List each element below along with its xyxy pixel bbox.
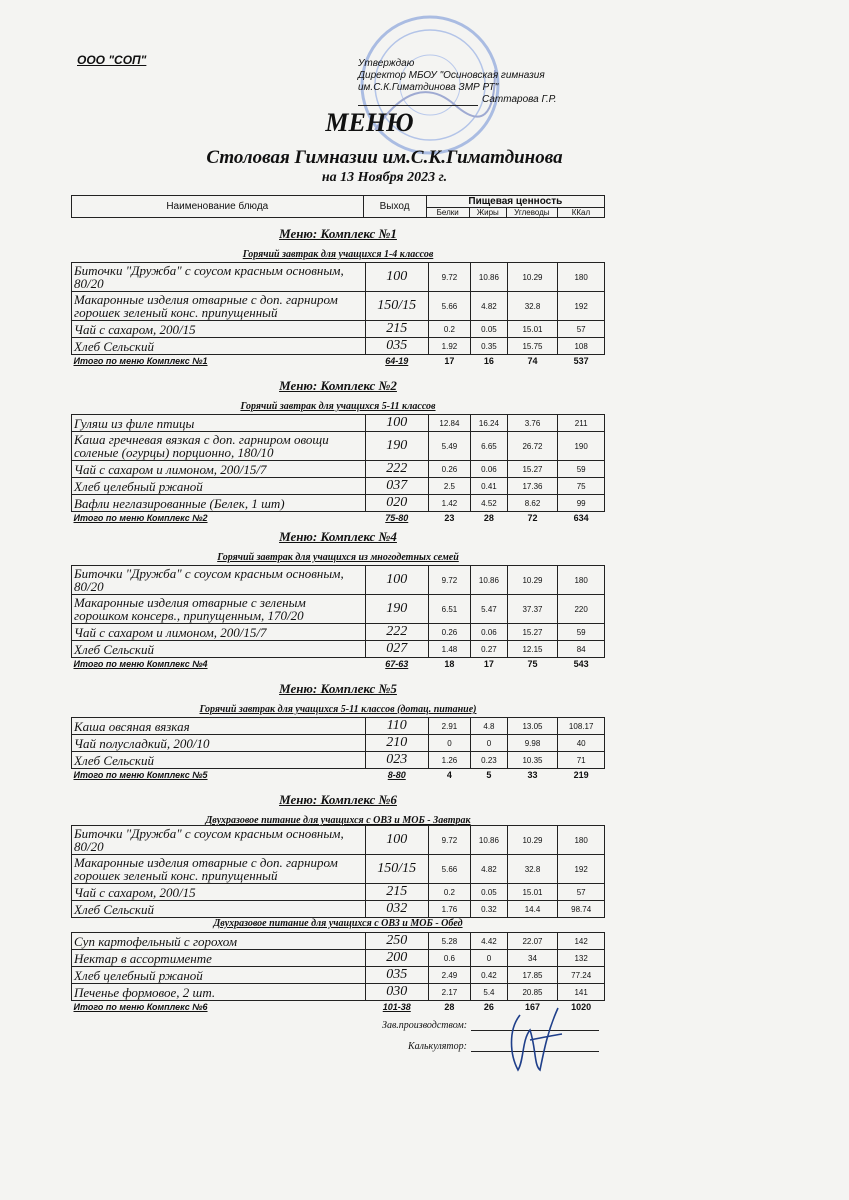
dish-output: 027 [365, 641, 428, 658]
dish-output: 190 [365, 432, 428, 461]
total-row [72, 769, 605, 782]
kcal-value: 59 [558, 624, 605, 641]
table-row [72, 432, 605, 461]
dish-output: 035 [365, 338, 428, 355]
menu-table [71, 565, 605, 670]
table-row [72, 595, 605, 624]
protein-value: 9.72 [428, 826, 471, 855]
carbs-value: 10.29 [507, 826, 558, 855]
header-col: Белки [426, 208, 469, 218]
carbs-value: 12.15 [507, 641, 558, 658]
table-row [72, 321, 605, 338]
dish-output: 210 [365, 735, 428, 752]
fat-value: 0.42 [471, 967, 507, 984]
kcal-value: 141 [558, 984, 605, 1001]
header-nutrition: Пищевая ценность [426, 196, 604, 208]
dish-name: Каша овсяная вязкая [72, 718, 366, 735]
total-name: Итого по меню Комплекс №6 [73, 1002, 208, 1012]
kcal-value: 98.74 [558, 901, 605, 918]
header-output: Выход [363, 196, 426, 218]
total-name: Итого по меню Комплекс №5 [73, 770, 208, 780]
total-name: Итого по меню Комплекс №4 [73, 659, 208, 669]
table-row [72, 901, 605, 918]
total-protein: 23 [444, 513, 455, 523]
protein-value: 0.6 [428, 950, 471, 967]
protein-value: 2.91 [428, 718, 471, 735]
protein-value: 9.72 [428, 263, 471, 292]
kcal-value: 77.24 [558, 967, 605, 984]
protein-value: 5.49 [428, 432, 471, 461]
protein-value: 1.76 [428, 901, 471, 918]
menu-table [71, 414, 605, 524]
protein-value: 5.66 [428, 292, 471, 321]
menu-table [71, 262, 605, 367]
dish-output: 215 [365, 321, 428, 338]
dish-name: Чай с сахаром, 200/15 [72, 884, 366, 901]
dish-name: Чай с сахаром и лимоном, 200/15/7 [72, 624, 366, 641]
kcal-value: 142 [558, 933, 605, 950]
protein-value: 6.51 [428, 595, 471, 624]
total-output: 75-80 [385, 513, 409, 523]
dish-output: 020 [365, 495, 428, 512]
approval-line: им.С.К.Гиматдинова ЗМР РТ" [358, 82, 499, 93]
section-title: Меню: Комплекс №6 [279, 792, 397, 807]
handwritten-signature [500, 1000, 570, 1080]
fat-value: 0.35 [471, 338, 507, 355]
dish-output: 150/15 [365, 855, 428, 884]
protein-value: 9.72 [428, 566, 471, 595]
kcal-value: 190 [558, 432, 605, 461]
protein-value: 0.26 [428, 624, 471, 641]
dish-name: Биточки "Дружба" с соусом красным основным, 80/20 [72, 263, 366, 292]
page-title: МЕНЮ [325, 108, 414, 137]
dish-name: Биточки "Дружба" с соусом красным основным, 80/20 [72, 566, 366, 595]
table-header [71, 195, 605, 218]
menu-date: на 13 Ноября 2023 г. [321, 170, 448, 185]
fat-value: 4.52 [471, 495, 507, 512]
group-subtitle: Двухразовое питание для учащихся с ОВЗ и МОБ - Обед [213, 918, 463, 929]
dish-name: Макаронные изделия отварные с доп. гарниром горошек зеленый конс. припущенный [72, 855, 366, 884]
protein-value: 0 [428, 735, 471, 752]
protein-value: 0.2 [428, 884, 471, 901]
total-protein: 17 [444, 356, 455, 366]
kcal-value: 108.17 [558, 718, 605, 735]
total-output: 64-19 [385, 356, 409, 366]
table-row [72, 855, 605, 884]
kcal-value: 71 [558, 752, 605, 769]
menu-table [71, 717, 605, 781]
carbs-value: 37.37 [507, 595, 558, 624]
kcal-value: 75 [558, 478, 605, 495]
carbs-value: 32.8 [507, 292, 558, 321]
header-col: ККал [557, 208, 604, 218]
section-title: Меню: Комплекс №1 [279, 226, 397, 241]
carbs-value: 20.85 [507, 984, 558, 1001]
kcal-value: 57 [558, 884, 605, 901]
header-col: Углеводы [506, 208, 557, 218]
dish-output: 023 [365, 752, 428, 769]
section-title: Меню: Комплекс №2 [279, 378, 397, 393]
table-row [72, 984, 605, 1001]
production-label: Зав.производством: [382, 1020, 468, 1031]
total-output: 67-63 [385, 659, 409, 669]
protein-value: 1.42 [428, 495, 471, 512]
total-fat: 28 [483, 513, 494, 523]
total-kcal: 1020 [571, 1002, 592, 1012]
total-carbs: 167 [524, 1002, 541, 1012]
fat-value: 0.27 [471, 641, 507, 658]
dish-name: Хлеб Сельский [72, 752, 366, 769]
dish-name: Нектар в ассортименте [72, 950, 366, 967]
fat-value: 0 [471, 735, 507, 752]
fat-value: 0.32 [471, 901, 507, 918]
approval-line: Директор МБОУ "Осиновская гимназия [358, 70, 545, 81]
carbs-value: 14.4 [507, 901, 558, 918]
dish-name: Гуляш из филе птицы [72, 415, 366, 432]
dish-name: Хлеб Сельский [72, 641, 366, 658]
fat-value: 4.8 [471, 718, 507, 735]
dish-output: 100 [365, 826, 428, 855]
carbs-value: 15.75 [507, 338, 558, 355]
fat-value: 10.86 [471, 263, 507, 292]
total-protein: 28 [444, 1002, 455, 1012]
table-row [72, 933, 605, 950]
carbs-value: 15.01 [507, 321, 558, 338]
fat-value: 0.05 [471, 884, 507, 901]
protein-value: 0.26 [428, 461, 471, 478]
fat-value: 4.82 [471, 855, 507, 884]
kcal-value: 220 [558, 595, 605, 624]
kcal-value: 180 [558, 826, 605, 855]
protein-value: 5.66 [428, 855, 471, 884]
total-name: Итого по меню Комплекс №2 [73, 513, 208, 523]
protein-value: 12.84 [428, 415, 471, 432]
table-row [72, 950, 605, 967]
fat-value: 0.06 [471, 624, 507, 641]
protein-value: 1.48 [428, 641, 471, 658]
dish-output: 222 [365, 624, 428, 641]
kcal-value: 59 [558, 461, 605, 478]
total-name: Итого по меню Комплекс №1 [73, 356, 208, 366]
dish-name: Макаронные изделия отварные с доп. гарниром горошек зеленый конс. припущенный [72, 292, 366, 321]
table-row [72, 478, 605, 495]
dish-name: Хлеб целебный ржаной [72, 967, 366, 984]
carbs-value: 3.76 [507, 415, 558, 432]
protein-value: 0.2 [428, 321, 471, 338]
carbs-value: 10.29 [507, 566, 558, 595]
dish-output: 037 [365, 478, 428, 495]
kcal-value: 99 [558, 495, 605, 512]
dish-output: 200 [365, 950, 428, 967]
dish-output: 032 [365, 901, 428, 918]
dish-name: Вафли неглазированные (Белек, 1 шт) [72, 495, 366, 512]
dish-output: 222 [365, 461, 428, 478]
total-carbs: 33 [527, 770, 538, 780]
kcal-value: 180 [558, 263, 605, 292]
protein-value: 1.92 [428, 338, 471, 355]
fat-value: 0.06 [471, 461, 507, 478]
protein-value: 5.28 [428, 933, 471, 950]
header-dish: Наименование блюда [72, 196, 364, 218]
dish-output: 110 [365, 718, 428, 735]
kcal-value: 192 [558, 855, 605, 884]
total-kcal: 537 [573, 356, 589, 366]
carbs-value: 15.01 [507, 884, 558, 901]
header-col: Жиры [469, 208, 506, 218]
group-subtitle: Горячий завтрак для учащихся из многодетных семей [217, 552, 459, 563]
kcal-value: 211 [558, 415, 605, 432]
carbs-value: 32.8 [507, 855, 558, 884]
approval-signature-line [358, 94, 557, 106]
total-output: 8-80 [387, 770, 406, 780]
total-carbs: 72 [527, 513, 538, 523]
dish-output: 035 [365, 967, 428, 984]
carbs-value: 15.27 [507, 624, 558, 641]
protein-value: 2.17 [428, 984, 471, 1001]
dish-name: Каша гречневая вязкая с доп. гарниром овощи соленые (огурцы) порционно, 180/10 [72, 432, 366, 461]
dish-output: 100 [365, 263, 428, 292]
fat-value: 0.41 [471, 478, 507, 495]
carbs-value: 34 [507, 950, 558, 967]
group-subtitle: Горячий завтрак для учащихся 5-11 классов (дотац. питание) [199, 704, 477, 715]
kcal-value: 108 [558, 338, 605, 355]
calculator-label: Калькулятор: [408, 1041, 467, 1052]
carbs-value: 22.07 [507, 933, 558, 950]
carbs-value: 17.36 [507, 478, 558, 495]
total-fat: 16 [483, 356, 494, 366]
kcal-value: 57 [558, 321, 605, 338]
table-row [72, 461, 605, 478]
table-row [72, 263, 605, 292]
table-row [72, 884, 605, 901]
group-subtitle: Горячий завтрак для учащихся 5-11 классов [240, 401, 436, 412]
dish-output: 250 [365, 933, 428, 950]
table-row [72, 566, 605, 595]
fat-value: 0.23 [471, 752, 507, 769]
total-protein: 4 [446, 770, 452, 780]
fat-value: 6.65 [471, 432, 507, 461]
total-kcal: 634 [573, 513, 589, 523]
dish-name: Чай с сахаром, 200/15 [72, 321, 366, 338]
table-row [72, 967, 605, 984]
kcal-value: 132 [558, 950, 605, 967]
fat-value: 0.05 [471, 321, 507, 338]
dish-name: Хлеб целебный ржаной [72, 478, 366, 495]
group-subtitle: Двухразовое питание для учащихся с ОВЗ и МОБ - Завтрак [205, 815, 471, 826]
total-kcal: 219 [573, 770, 589, 780]
protein-value: 2.5 [428, 478, 471, 495]
protein-value: 2.49 [428, 967, 471, 984]
fat-value: 16.24 [471, 415, 507, 432]
fat-value: 5.47 [471, 595, 507, 624]
kcal-value: 192 [558, 292, 605, 321]
canteen-name: Столовая Гимназии им.С.К.Гиматдинова [206, 147, 563, 168]
group-subtitle: Горячий завтрак для учащихся 1-4 классов [242, 249, 434, 260]
total-row [72, 355, 605, 368]
fat-value: 4.42 [471, 933, 507, 950]
kcal-value: 40 [558, 735, 605, 752]
total-row [72, 658, 605, 671]
dish-name: Печенье формовое, 2 шт. [72, 984, 366, 1001]
carbs-value: 15.27 [507, 461, 558, 478]
total-carbs: 75 [527, 659, 538, 669]
total-fat: 26 [483, 1002, 494, 1012]
table-row [72, 718, 605, 735]
section-title: Меню: Комплекс №5 [279, 681, 397, 696]
kcal-value: 180 [558, 566, 605, 595]
kcal-value: 84 [558, 641, 605, 658]
table-row [72, 735, 605, 752]
table-row [72, 415, 605, 432]
dish-output: 190 [365, 595, 428, 624]
section-title: Меню: Комплекс №4 [279, 529, 397, 544]
carbs-value: 10.29 [507, 263, 558, 292]
total-protein: 18 [444, 659, 455, 669]
carbs-value: 10.35 [507, 752, 558, 769]
carbs-value: 13.05 [507, 718, 558, 735]
approval-line: Утверждаю [358, 58, 415, 69]
table-row [72, 495, 605, 512]
director-name: Саттарова Г.Р. [482, 94, 557, 105]
carbs-value: 17.85 [507, 967, 558, 984]
carbs-value: 8.62 [507, 495, 558, 512]
dish-name: Макаронные изделия отварные с зеленым горошком консерв., припущенным, 170/20 [72, 595, 366, 624]
table-row [72, 641, 605, 658]
carbs-value: 9.98 [507, 735, 558, 752]
total-row [72, 512, 605, 525]
total-fat: 5 [486, 770, 492, 780]
dish-output: 030 [365, 984, 428, 1001]
table-row [72, 624, 605, 641]
table-row [72, 826, 605, 855]
dish-output: 150/15 [365, 292, 428, 321]
fat-value: 5.4 [471, 984, 507, 1001]
fat-value: 0 [471, 950, 507, 967]
dish-name: Биточки "Дружба" с соусом красным основным, 80/20 [72, 826, 366, 855]
dish-name: Хлеб Сельский [72, 901, 366, 918]
table-row [72, 338, 605, 355]
menu-table [71, 825, 605, 918]
total-fat: 17 [483, 659, 494, 669]
fat-value: 10.86 [471, 566, 507, 595]
fat-value: 10.86 [471, 826, 507, 855]
dish-output: 100 [365, 566, 428, 595]
dish-output: 215 [365, 884, 428, 901]
carbs-value: 26.72 [507, 432, 558, 461]
total-carbs: 74 [527, 356, 538, 366]
total-kcal: 543 [573, 659, 589, 669]
company-name: ООО "СОП" [77, 53, 147, 67]
dish-output: 100 [365, 415, 428, 432]
fat-value: 4.82 [471, 292, 507, 321]
table-row [72, 292, 605, 321]
dish-name: Чай полусладкий, 200/10 [72, 735, 366, 752]
total-output: 101-38 [382, 1002, 411, 1012]
approval-block [358, 58, 557, 106]
table-row [72, 752, 605, 769]
protein-value: 1.26 [428, 752, 471, 769]
dish-name: Суп картофельный с горохом [72, 933, 366, 950]
dish-name: Хлеб Сельский [72, 338, 366, 355]
dish-name: Чай с сахаром и лимоном, 200/15/7 [72, 461, 366, 478]
